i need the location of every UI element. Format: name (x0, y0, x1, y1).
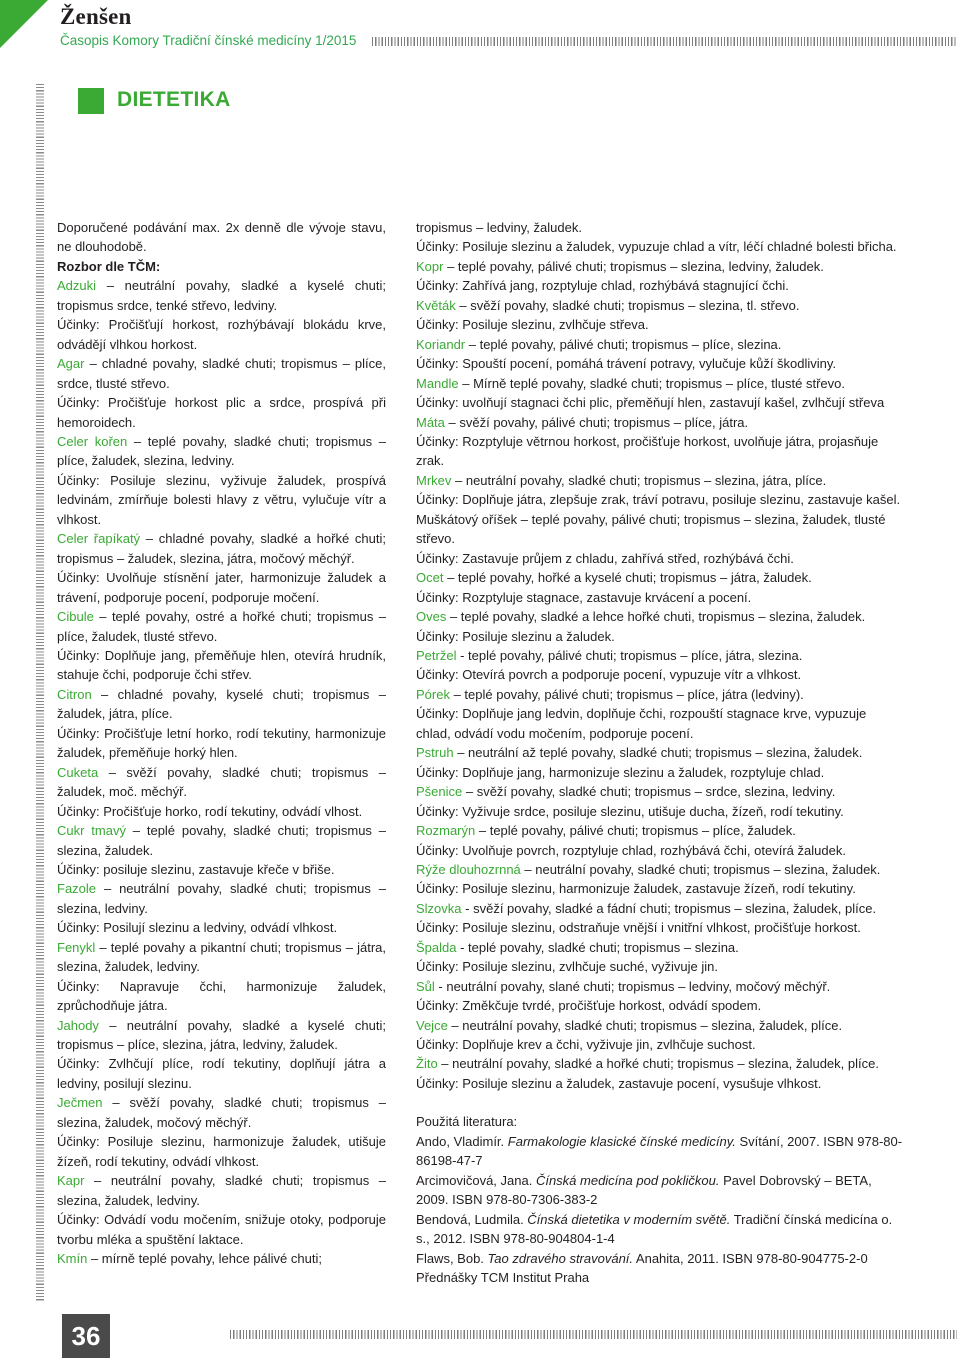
entry-text: – teplé povahy, pálivé chuti; tropismus – plíce, žaludek. (475, 823, 796, 839)
corner-triangle-icon (0, 0, 48, 48)
entry-agar (57, 354, 386, 393)
entry-kopr (416, 257, 903, 276)
entry-keyword: Adzuki (57, 278, 97, 294)
section-title: DIETETIKA (117, 88, 231, 111)
entry-effects: Účinky: Posiluje slezinu, zvlhčuje střeva. (416, 317, 649, 333)
entry-effects: Účinky: Rozptyluje stagnace, zastavuje krvácení a pocení. (416, 589, 752, 605)
entry-sul (416, 977, 903, 996)
entry-effects: Účinky: Uvolňuje stísnění jater, harmonizuje žaludek a trávení, podporuje pocení, podporuje močení. (57, 570, 386, 605)
entry-text: – chladné povahy, kyselé chuti; tropismus – žaludek, játra, plíce. (57, 686, 386, 722)
entry-keyword: Špalda (416, 939, 457, 955)
entry-keyword: Pstruh (416, 745, 454, 761)
entry-effects: Účinky: Pročišťuje letní horko, rodí tekutiny, harmonizuje žaludek, přeměňuje horký hlen. (57, 725, 386, 761)
reference-item (416, 1132, 903, 1171)
entry-text: – neutrální povahy, sladké chuti; tropismus – slezina, játra, plíce. (451, 472, 827, 488)
section-marker-square (78, 88, 104, 114)
entry-text: – mírně teplé povahy, lehce pálivé chuti; (87, 1251, 322, 1267)
header-decorative-bar (372, 37, 957, 46)
entry-keyword: Pšenice (416, 784, 463, 800)
entry-text: – neutrální povahy, sladké a hořké chuti; tropismus – slezina, žaludek, plíce. (437, 1056, 879, 1072)
reference-author: Ando, Vladimír. (416, 1133, 508, 1149)
entry-keyword: Máta (416, 414, 445, 430)
entry-effects: Účinky: Posiluje slezinu, zvlhčuje suché, vyživuje jin. (416, 959, 719, 975)
entry-effects: Účinky: Zastavuje průjem z chladu, zahřívá střed, rozhýbává čchi. (416, 550, 794, 566)
entry-effects: Účinky: Zahřívá jang, rozptyluje chlad, rozhýbává stagnující čchi. (416, 278, 789, 294)
entry-keyword: Slzovka (416, 900, 462, 916)
entry-effects: Účinky: Doplňuje jang ledvin, doplňuje čchi, rozpouští stagnace krve, vypuzuje chlad, odvádí vodu močením, podporuje pocení. (416, 706, 867, 741)
entry-cuketa (57, 763, 386, 802)
entry-keyword: Cibule (57, 609, 94, 625)
entry-text: – teplé povahy a pikantní chuti; tropismus – játra, slezina, žaludek, ledviny. (57, 939, 386, 975)
journal-title: Ženšen (60, 4, 132, 29)
entry-keyword: Žito (416, 1056, 438, 1072)
entry-vejce (416, 1016, 903, 1035)
entry-effects: Účinky: Napravuje čchi, harmonizuje žaludek, zprůchodňuje játra. (57, 978, 386, 1014)
entry-oves (416, 607, 903, 626)
entry-effects: Účinky: Posiluje slezinu, odstraňuje vnější i vnitřní vlhkost, pročišťuje horkost. (416, 920, 861, 936)
entry-text: – svěží povahy, sladké chuti; tropismus – srdce, slezina, ledviny. (462, 784, 836, 800)
entry-petrzel (416, 646, 903, 665)
reference-details: Anahita, 2011. ISBN 978-80-904775-2-0 (633, 1250, 868, 1266)
entry-text: – svěží povahy, pálivé chuti; tropismus – plíce, játra. (444, 414, 749, 430)
entry-text: – Mírně teplé povahy, sladké chuti; tropismus – plíce, tlusté střevo. (458, 375, 845, 391)
entry-keyword: Mandle (416, 375, 459, 391)
entry-koriandr (416, 335, 903, 354)
entry-effects: Účinky: Vyživuje srdce, posiluje slezinu, utišuje ducha, žízeň, rodí tekutiny. (416, 803, 844, 819)
entry-kapr (57, 1171, 386, 1210)
entry-effects: Účinky: Změkčuje tvrdé, pročišťuje horkost, odvádí spodem. (416, 998, 762, 1014)
entry-fenykl (57, 938, 386, 977)
entry-ryze (416, 860, 903, 879)
entry-text: – svěží povahy, sladké chuti; tropismus – žaludek, moč. měchýř. (57, 764, 386, 800)
entry-effects: Účinky: Posiluje slezinu a žaludek. (416, 628, 615, 644)
entry-text: – teplé povahy, sladké a lehce hořké chuti, tropismus – slezina, žaludek. (446, 609, 866, 625)
entry-text: – neutrální povahy, sladké chuti; tropismus – slezina, ledviny. (57, 881, 386, 916)
entry-rozmaryn (416, 821, 903, 840)
entry-keyword: Sůl (416, 978, 435, 994)
entry-kvetak (416, 296, 903, 315)
reference-item (416, 1210, 903, 1249)
entry-text: - teplé povahy, sladké chuti; tropismus – slezina. (456, 939, 739, 955)
entry-effects: Účinky: Doplňuje krev a čchi, vyživuje jin, zvlhčuje suchost. (416, 1037, 756, 1053)
entry-effects: Účinky: posiluje slezinu, zastavuje křeče v břiše. (57, 861, 335, 877)
entry-kmin-continued: tropismus – ledviny, žaludek. (416, 220, 582, 235)
entry-text: - svěží povahy, sladké a fádní chuti; tropismus – slezina, žaludek, plíce. (461, 900, 877, 916)
reference-details: Tradiční čínská medicína o. s., 2012. ISBN 978-80-904804-1-4 (416, 1211, 893, 1247)
entry-effects: Účinky: Rozptyluje větrnou horkost, pročišťuje horkost, uvolňuje játra, projasňuje zrak. (416, 433, 879, 469)
entry-text: – neutrální povahy, sladké chuti; tropismus – slezina, žaludek. (520, 861, 881, 877)
entry-effects: Účinky: Uvolňuje povrch, rozptyluje chlad, rozhýbává čchi, otevírá žaludek. (416, 842, 846, 858)
entry-pstruh (416, 743, 903, 762)
entry-cibule (57, 607, 386, 646)
entry-citron (57, 685, 386, 724)
entry-keyword: Rozmarýn (416, 823, 476, 839)
entry-mata (416, 413, 903, 432)
entry-effects: Účinky: Posiluje slezinu, harmonizuje žaludek, zastavuje žízeň, rodí tekutiny. (416, 881, 856, 897)
entry-spalda (416, 938, 903, 957)
entry-effects: Účinky: Zvlhčují plíce, rodí tekutiny, doplňují játra a ledviny, posilují slezinu. (57, 1056, 386, 1091)
reference-details: Pavel Dobrovský – BETA, 2009. ISBN 978-80-7306-383-2 (416, 1172, 872, 1208)
references-title: Použitá literatura: (416, 1114, 518, 1130)
entry-celer-koren (57, 432, 386, 471)
reference-item (416, 1249, 903, 1268)
entry-mandle (416, 374, 903, 393)
entry-keyword: Kopr (416, 258, 444, 274)
entry-keyword: Květák (416, 297, 456, 313)
entry-text: - neutrální povahy, slané chuti; tropismus – ledviny, močový měchýř. (434, 978, 831, 994)
entry-keyword: Kmín (57, 1251, 88, 1267)
reference-author: Bendová, Ludmila. (416, 1211, 528, 1227)
reference-title: Čínská medicína pod pokličkou. (535, 1172, 720, 1188)
reference-title: Čínská dietetika v moderním světě. (527, 1211, 731, 1227)
reference-item: Přednášky TCM Institut Praha (416, 1270, 590, 1286)
entry-effects: Účinky: Pročišťují horkost, rozhýbávají blokádu krve, odvádějí vlhkou horkost. (57, 317, 386, 352)
entry-effects: Účinky: uvolňují stagnaci čchi plic, přeměňují hlen, zastavují kašel, zvlhčují střeva (416, 395, 885, 411)
entry-text: – teplé povahy, pálivé chuti; tropismus – plíce, játra (ledviny). (449, 686, 804, 702)
entry-keyword: Jahody (57, 1017, 99, 1033)
entry-text: – teplé povahy, sladké chuti; tropismus – slezina, žaludek. (57, 823, 386, 858)
entry-text: – teplé povahy, ostré a hořké chuti; tropismus – plíce, žaludek, tlusté střevo. (57, 609, 386, 644)
entry-zito (416, 1054, 903, 1073)
entry-keyword: Petržel (416, 647, 457, 663)
entry-slzovka (416, 899, 903, 918)
entry-text: – neutrální povahy, sladké a kyselé chuti; tropismus – plíce, slezina, játra, ledviny, žaludek. (57, 1017, 386, 1053)
entry-ocet (416, 568, 903, 587)
entry-mrkev (416, 471, 903, 490)
entry-text: – neutrální až teplé povahy, sladké chuti; tropismus – slezina, žaludek. (453, 745, 863, 761)
reference-details: Svítání, 2007. ISBN 978-80-86198-47-7 (416, 1133, 903, 1169)
entry-effects: Účinky: Doplňuje jang, přeměňuje hlen, otevírá hrudník, stahuje čchi, podporuje čchi střev. (57, 647, 386, 683)
entry-muskatovy-orisek: Muškátový oříšek – teplé povahy, pálivé chuti; tropismus – slezina, žaludek, tlusté střevo. (416, 511, 886, 547)
entry-keyword: Ocet (416, 570, 444, 586)
entry-text: – svěží povahy, sladké chuti; tropismus – slezina, tl. střevo. (455, 297, 800, 313)
entry-effects: Účinky: Doplňuje jang, harmonizuje slezinu a žaludek, rozptyluje chlad. (416, 764, 825, 780)
entry-text: – teplé povahy, hořké a kyselé chuti; tropismus – játra, žaludek. (443, 570, 812, 586)
entry-text: – neutrální povahy, sladké chuti; tropismus – slezina, žaludek, plíce. (447, 1017, 843, 1033)
entry-keyword: Mrkev (416, 472, 452, 488)
reference-item (416, 1171, 903, 1210)
page-number (62, 1314, 110, 1358)
entry-text: – chladné povahy, sladké chuti; tropismus – plíce, srdce, tlusté střevo. (57, 356, 386, 391)
entry-fazole (57, 879, 386, 918)
entry-text: – svěží povahy, sladké chuti; tropismus – slezina, žaludek, močový měchýř. (57, 1095, 386, 1130)
entry-keyword: Citron (57, 686, 92, 702)
left-text-column (57, 218, 386, 1268)
entry-keyword: Celer řapíkatý (57, 531, 141, 547)
entry-effects: Účinky: Posiluje slezinu, vyživuje žaludek, prospívá ledvinám, zmírňuje bolesti hlavy z větru, vylučuje vítr a vlhkost. (57, 472, 386, 527)
entry-text: – neutrální povahy, sladké chuti; tropismus – slezina, žaludek, ledviny. (57, 1173, 386, 1208)
intro-paragraph: Doporučené podávání max. 2x denně dle vývoje stavu, ne dlouhodobě. (57, 220, 386, 255)
page-number-text: 36 (71, 1320, 101, 1351)
entry-text: – teplé povahy, pálivé chuti; tropismus – slezina, ledviny, žaludek. (443, 258, 824, 274)
entry-effects: Účinky: Doplňuje játra, zlepšuje zrak, tráví potravu, posiluje slezinu, zastavuje kašel. (416, 492, 901, 508)
entry-effects: Účinky: Otevírá povrch a podporuje pocení, vypuzuje vítr a vlhkost. (416, 667, 802, 683)
entry-psenice (416, 782, 903, 801)
entry-keyword: Vejce (416, 1017, 448, 1033)
entry-keyword: Oves (416, 609, 447, 625)
entry-porek (416, 685, 903, 704)
entry-keyword: Ječmen (57, 1095, 103, 1111)
reference-title: Farmakologie klasické čínské medicíny. (507, 1133, 736, 1149)
entry-keyword: Cuketa (57, 764, 99, 780)
analysis-heading: Rozbor dle TČM: (57, 258, 161, 274)
reference-author: Flaws, Bob. (416, 1250, 488, 1266)
entry-kmin (57, 1249, 386, 1268)
entry-keyword: Cukr tmavý (57, 823, 126, 839)
entry-keyword: Pórek (416, 686, 450, 702)
reference-author: Arcimovičová, Jana. (416, 1172, 536, 1188)
entry-jecmen (57, 1093, 386, 1132)
entry-effects: Účinky: Posilují slezinu a ledviny, odvádí vlhkost. (57, 920, 338, 936)
right-text-column (416, 218, 903, 1287)
entry-text: – teplé povahy, pálivé chuti; tropismus – plíce, slezina. (465, 336, 782, 352)
entry-keyword: Rýže dlouhozrnná (416, 861, 521, 877)
entry-jahody (57, 1016, 386, 1055)
entry-effects: Účinky: Posiluje slezinu a žaludek, zastavuje pocení, vysušuje vlhkost. (416, 1075, 822, 1091)
entry-text: - teplé povahy, pálivé chuti; tropismus – plíce, játra, slezina. (456, 647, 803, 663)
side-decorative-bar (36, 84, 44, 1302)
entry-keyword: Agar (57, 356, 85, 372)
entry-keyword: Fenykl (57, 939, 96, 955)
entry-effects: Účinky: Pročišťuje horko, rodí tekutiny, odvádí vlhost. (57, 803, 363, 819)
entry-keyword: Celer kořen (57, 433, 128, 449)
entry-effects: Účinky: Pročišťuje horkost plic a srdce, prospívá při hemoroidech. (57, 395, 386, 430)
footer-decorative-bar (230, 1330, 957, 1339)
entry-effects: Účinky: Posiluje slezinu a žaludek, vypuzuje chlad a vítr, léčí chladné bolesti břicha. (416, 239, 897, 255)
entry-keyword: Koriandr (416, 336, 466, 352)
entry-text: – teplé povahy, sladké chuti; tropismus – plíce, žaludek, slezina, ledviny. (57, 433, 386, 469)
entry-effects: Účinky: Spouští pocení, pomáhá trávení potravy, vylučuje kůží škodliviny. (416, 356, 837, 372)
entry-text: – chladné povahy, sladké a hořké chuti; tropismus – žaludek, slezina, játra, močový měchýř. (57, 531, 386, 566)
entry-cukr-tmavy (57, 821, 386, 860)
entry-keyword: Kapr (57, 1173, 85, 1189)
entry-adzuki (57, 276, 386, 315)
entry-text: – neutrální povahy, sladké a kyselé chuti; tropismus srdce, tenké střevo, ledviny. (57, 278, 386, 313)
journal-subtitle: Časopis Komory Tradiční čínské medicíny 1/2015 (60, 33, 357, 48)
entry-effects: Účinky: Posiluje slezinu, harmonizuje žaludek, utišuje žízeň, rodí tekutiny, odvádí vlhkost. (57, 1134, 386, 1169)
entry-effects: Účinky: Odvádí vodu močením, snižuje otoky, podporuje tvorbu mléka a spuštění laktace. (57, 1212, 386, 1247)
reference-title: Tao zdravého stravování. (487, 1250, 634, 1266)
entry-keyword: Fazole (57, 881, 97, 897)
entry-celer-rapikaty (57, 529, 386, 568)
